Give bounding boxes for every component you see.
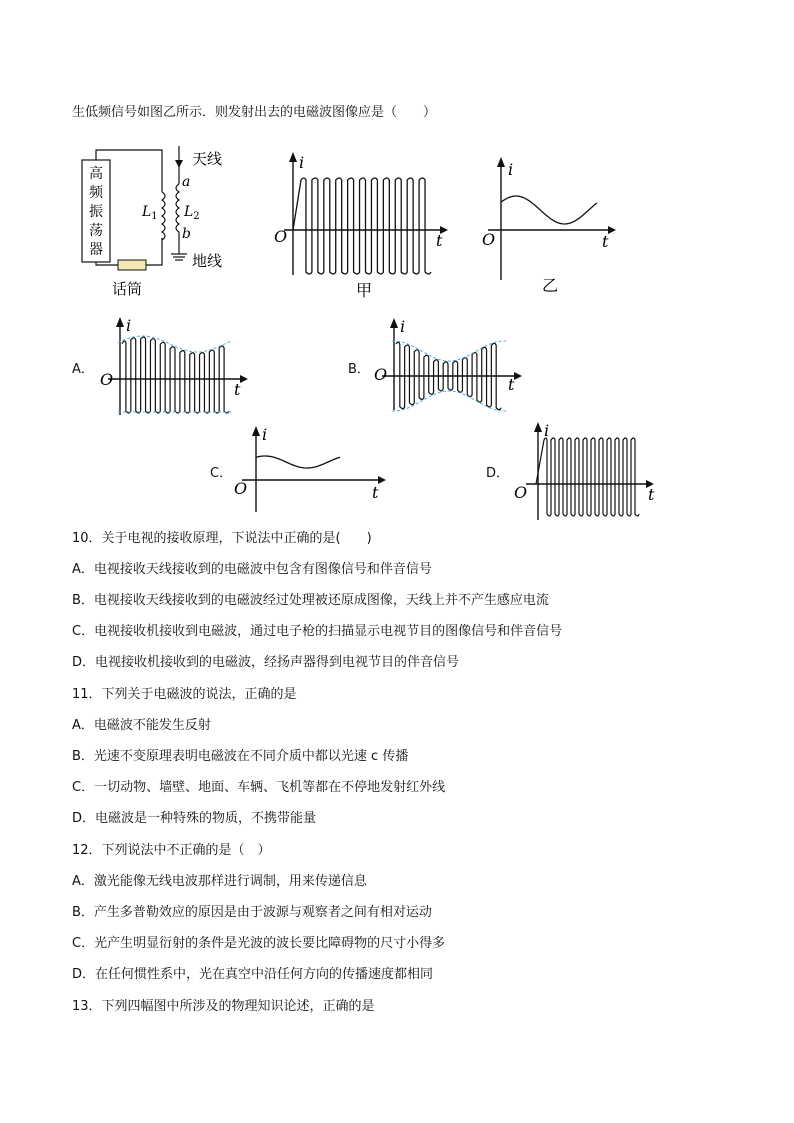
coil-l1-label: $L_1$ [142, 204, 158, 222]
option-b-label[interactable]: B． [348, 362, 370, 377]
svg-text:O: O [482, 230, 496, 249]
axis-t: t [436, 231, 443, 250]
q12-option-c: C．光产生明显衍射的条件是光波的波长要比障碍物的尺寸小得多 [72, 936, 446, 951]
question-12: 12．下列说法中不正确的是（ ） [72, 843, 271, 858]
microphone-label: 话筒 [112, 280, 143, 298]
label-jia: 甲 [356, 281, 373, 300]
option-d-figure[interactable] [512, 420, 662, 522]
q12-option-a: A．激光能像无线电波那样进行调制，用来传递信息 [72, 874, 367, 889]
option-c-figure[interactable] [234, 424, 394, 514]
coil-l2-label: $L_2$ [184, 204, 200, 222]
q10-option-a: A．电视接收天线接收到的电磁波中包含有图像信号和伴音信号 [72, 562, 432, 577]
circuit-diagram [78, 142, 248, 302]
q11-option-a: A．电磁波不能发生反射 [72, 718, 211, 733]
svg-text:O: O [100, 370, 114, 389]
q10-option-d: D．电视接收机接收到的电磁波，经扬声器得到电视节目的伴音信号 [72, 655, 460, 670]
figure-jia [272, 150, 452, 300]
option-c-label[interactable]: C． [210, 466, 233, 481]
axis-i: i [299, 153, 305, 172]
svg-text:O: O [514, 483, 528, 502]
svg-text:t: t [234, 380, 241, 399]
svg-text:O: O [374, 365, 388, 384]
label-yi: 乙 [542, 276, 559, 295]
q12-option-d: D．在任何惯性系中，光在真空中沿任何方向的传播速度都相同 [72, 967, 434, 982]
svg-text:i: i [126, 316, 132, 335]
question-11: 11．下列关于电磁波的说法，正确的是 [72, 687, 297, 702]
q10-option-c: C．电视接收机接收到电磁波，通过电子枪的扫描显示电视节目的图像信号和伴音信号 [72, 624, 563, 639]
svg-text:t: t [508, 375, 515, 394]
q11-option-d: D．电磁波是一种特殊的物质，不携带能量 [72, 811, 317, 826]
option-a-figure[interactable] [98, 315, 258, 419]
option-a-label[interactable]: A． [72, 362, 94, 377]
svg-text:O: O [234, 479, 248, 498]
option-b-figure[interactable] [372, 318, 532, 412]
question-13: 13．下列四幅图中所涉及的物理知识论述，正确的是 [72, 999, 375, 1014]
point-a-label: a [182, 174, 191, 190]
svg-text:i: i [400, 318, 406, 336]
point-b-label: b [182, 226, 191, 242]
svg-text:i: i [262, 425, 268, 444]
svg-text:i: i [544, 421, 550, 440]
svg-text:t: t [372, 483, 379, 502]
svg-text:t: t [602, 232, 609, 251]
option-d-label[interactable]: D． [486, 466, 510, 481]
ground-label: 地线 [192, 252, 223, 270]
q11-option-c: C．一切动物、墙壁、地面、车辆、飞机等都在不停地发射红外线 [72, 780, 446, 795]
figure-yi [480, 155, 620, 295]
question-9-tail: 生低频信号如图乙所示．则发射出去的电磁波图像应是（ ） [72, 105, 437, 120]
q11-option-b: B．光速不变原理表明电磁波在不同介质中都以光速 c 传播 [72, 749, 409, 764]
axis-o: O [274, 227, 288, 246]
question-10: 10．关于电视的接收原理，下说法中正确的是( ) [72, 531, 372, 546]
svg-text:高频振荡器: 高频振荡器 [89, 166, 103, 258]
antenna-label: 天线 [192, 150, 223, 168]
svg-text:t: t [648, 485, 655, 504]
svg-text:i: i [508, 160, 514, 179]
q10-option-b: B．电视接收天线接收到的电磁波经过处理被还原成图像，天线上并不产生感应电流 [72, 593, 549, 608]
q12-option-b: B．产生多普勒效应的原因是由于波源与观察者之间有相对运动 [72, 905, 432, 920]
